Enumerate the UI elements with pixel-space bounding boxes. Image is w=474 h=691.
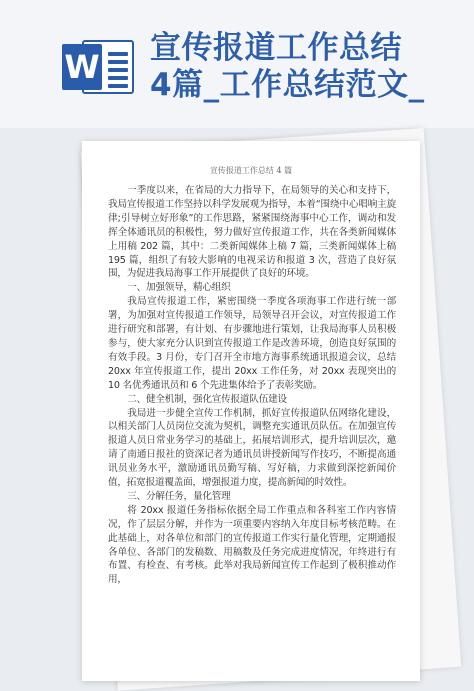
document-page	[82, 141, 420, 681]
section-heading: 三、分解任务，量化管理	[127, 490, 231, 502]
document-title: 宣传报道工作总结 4 篇	[209, 166, 293, 175]
word-letter: W	[62, 44, 102, 90]
paragraph: 将 20xx 报道任务指标依据全局工作重点和各科室工作内容情况，作了层层分解，并作为一项重要内容纳入年度目标考核范畴。在此基础上，对各单位和部门的宣传报道工作实行量化管理，定期通报各单位、各部门的发稿数、用稿数及任务完成进度情况，年终进行有布置、有检查、有考核。此举对我局新闻宣传工作起到了极积推动作用，	[108, 504, 396, 586]
section-heading: 二、健全机制，强化宣传报道队伍建设	[127, 393, 287, 405]
paragraph: 我局进一步健全宣传工作机制，抓好宣传报道队伍网络化建设，以相关部门人员岗位交流为契机，调整充实通讯员队伍。在加强宣传报道人员日常业务学习的基础上，拓展培训形式，提升培训层次，邀请了南通日报社的资深记者为通讯员讲授新闻写作技巧，不断提高通讯员业务水平，激励通讯员勤写稿、写好稿，力求做到深挖新闻价值，拓宽报道覆盖面，增强报道力度，提高新闻的时效性。	[108, 407, 396, 489]
word-document-icon	[62, 40, 134, 94]
document-body	[108, 184, 396, 587]
paragraph: 一季度以来，在省局的大力指导下，在局领导的关心和支持下，我局宣传报道工作坚持以科学发展观为指导，本着“围绕中心唱响主旋律;引导树立好形象”的工作思路，紧紧围绕海事中心工作，调动和发挥全体通讯员的积极性，努力做好宣传报道工作，共在各类新闻媒体上用稿 202 篇，其中：二类新闻媒体上稿 7 篇，三类新闻媒体上稿 195 篇，组织了有较大影响的电视采访和报道 3 次，营造了良好氛围，为促进我局海事工作开展提供了良好的环境。	[108, 185, 396, 280]
section-heading: 一、加强领导，精心组织	[127, 282, 231, 294]
title-line-2: 4篇_工作总结范文_	[150, 67, 425, 103]
paragraph: 我局宣传报道工作，紧密围绕一季度各项海事工作进行统一部署，为加强对宣传报道工作领导，局领导召开会议，对宣传报道工作进行研究和部署，有计划、有步骤地进行策划，让我局海事人员积极参与，使大家充分认识到宣传报道工作是改善环境，创造良好氛围的有效手段。3 月份，专门召开全市地方海事系统通讯报道会议，总结 20xx 年宣传报道工作，提出 20xx 工作任务，对 20xx 表现突出的 10 名优秀通讯员和 6 个先进集体给予了表彰奖励。	[108, 296, 396, 391]
title-line-1: 宣传报道工作总结	[150, 30, 402, 66]
page-title	[150, 30, 470, 104]
header-banner	[0, 0, 474, 128]
